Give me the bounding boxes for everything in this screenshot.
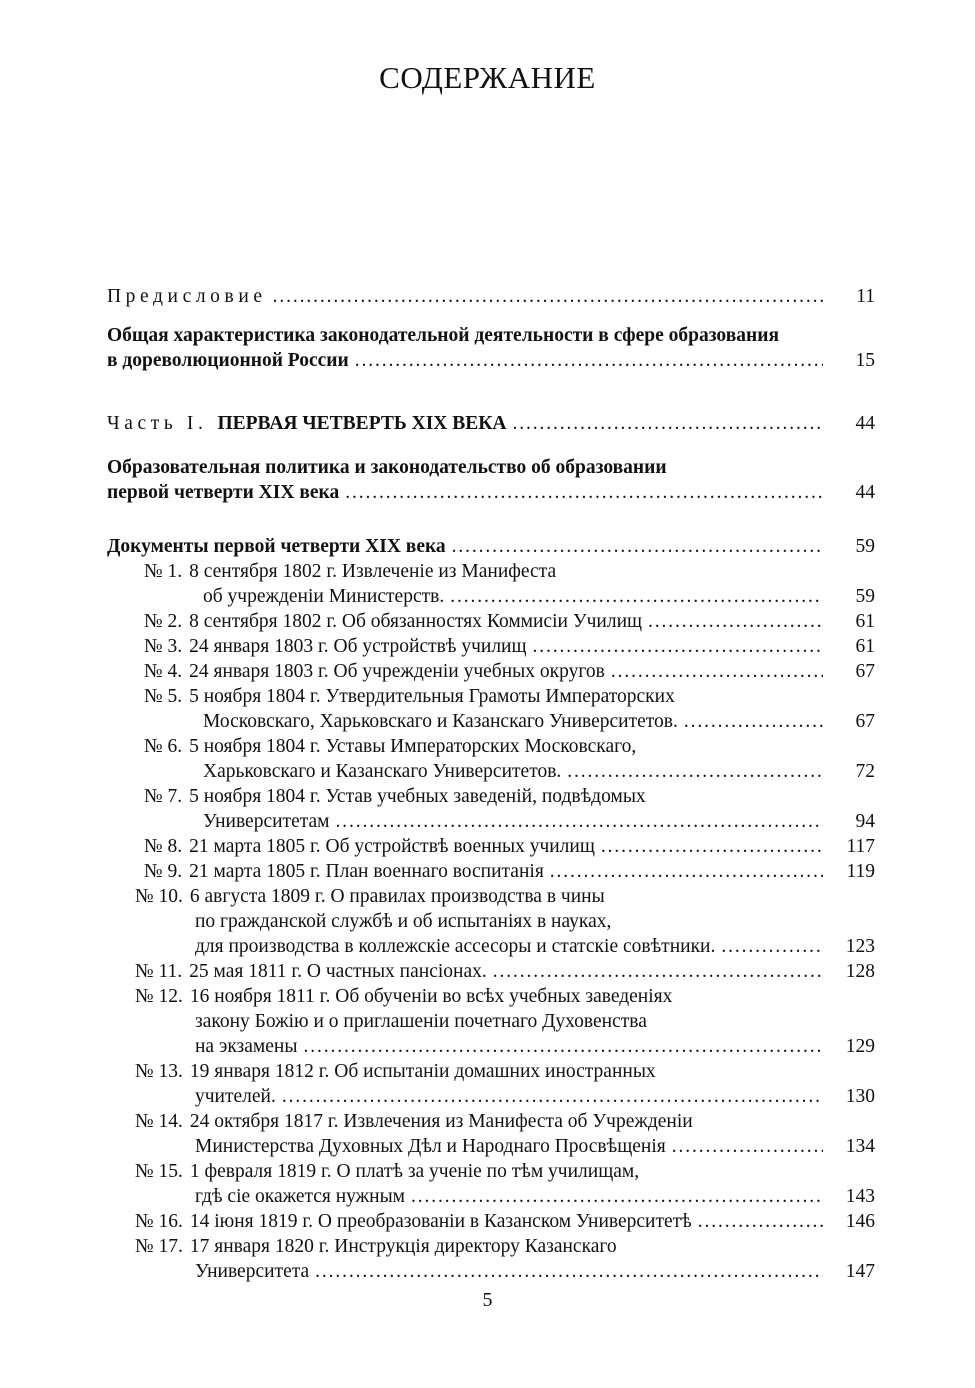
- page-ref: 15: [855, 350, 875, 371]
- document-title-line: 8 сентября 1802 г. Об обязанностях Коммисіи Училищ: [189, 611, 643, 632]
- dot-leader: [355, 348, 823, 373]
- toc-entry-preface[interactable]: [107, 284, 875, 309]
- document-list: [107, 559, 875, 1284]
- toc-document-entry[interactable]: [107, 1059, 875, 1109]
- dot-leader: [512, 411, 823, 436]
- page-ref: 130: [845, 1086, 875, 1107]
- document-number: № 13.: [135, 1061, 183, 1082]
- dot-leader: [282, 1084, 823, 1109]
- document-title-line: 5 ноября 1804 г. Устав учебных заведеній, подвѣдомых: [189, 786, 646, 807]
- toc-document-entry[interactable]: [107, 834, 875, 859]
- document-number: № 14.: [135, 1111, 183, 1132]
- document-number: № 4.: [144, 661, 183, 682]
- dot-leader: [493, 959, 823, 984]
- toc-entry-part1[interactable]: [107, 411, 875, 436]
- document-number: № 16.: [135, 1211, 183, 1232]
- document-number: № 11.: [135, 961, 183, 982]
- document-number: № 6.: [144, 736, 183, 757]
- document-title-line: 6 августа 1809 г. О правилах производства в чины: [189, 886, 605, 907]
- dot-leader: [721, 934, 823, 959]
- dot-leader: [303, 1034, 823, 1059]
- entry-label: Общая характеристика законодательной деятельности в сфере образования: [107, 325, 779, 346]
- document-title-line: Министерства Духовных Дѣл и Народнаго Просвѣщенія: [195, 1136, 666, 1157]
- document-title-line: 21 марта 1805 г. Об устройствѣ военных училищ: [189, 836, 595, 857]
- document-title-line: 24 октября 1817 г. Извлечения из Манифеста об Учрежденіи: [189, 1111, 693, 1132]
- dot-leader: [684, 709, 823, 734]
- toc-document-entry[interactable]: [107, 1109, 875, 1159]
- page-ref: 67: [855, 661, 875, 682]
- document-title-line: Университета: [195, 1261, 310, 1282]
- toc-document-entry[interactable]: [107, 734, 875, 784]
- page-ref: 44: [855, 413, 875, 434]
- page-ref: 117: [846, 836, 875, 857]
- document-title-line: 19 января 1812 г. Об испытаніи домашних иностранных: [189, 1061, 656, 1082]
- toc-document-entry[interactable]: [107, 1159, 875, 1209]
- document-title-line: 1 февраля 1819 г. О платѣ за ученіе по тѣм училищам,: [189, 1161, 640, 1182]
- document-title-line: 24 января 1803 г. Об учрежденіи учебных округов: [189, 661, 605, 682]
- toc-document-entry[interactable]: [107, 559, 875, 609]
- document-number: № 7.: [144, 786, 183, 807]
- page-ref: 72: [855, 761, 875, 782]
- page-ref: 129: [845, 1036, 875, 1057]
- dot-leader: [550, 859, 823, 884]
- page-ref: 147: [845, 1261, 875, 1282]
- document-number: № 5.: [144, 686, 183, 707]
- document-title-line: закону Божію и о приглашеніи почетнаго Духовенства: [195, 1011, 647, 1032]
- toc-document-entry[interactable]: [107, 1209, 875, 1234]
- page-title: СОДЕРЖАНИЕ: [379, 60, 596, 95]
- document-number: № 10.: [135, 886, 183, 907]
- document-title-line: об учрежденіи Министерств.: [203, 586, 445, 607]
- dot-leader: [335, 809, 823, 834]
- dot-leader: [450, 584, 823, 609]
- dot-leader: [315, 1259, 823, 1284]
- dot-leader: [611, 659, 823, 684]
- page-number: 5: [482, 1289, 493, 1311]
- dot-leader: [533, 634, 823, 659]
- dot-leader: [411, 1184, 823, 1209]
- toc-document-entry[interactable]: [107, 659, 875, 684]
- dot-leader: [345, 480, 823, 505]
- document-title-line: Московскаго, Харьковскаго и Казанскаго Университетов.: [203, 711, 678, 732]
- page-ref: 61: [855, 611, 875, 632]
- entry-label: Образовательная политика и законодательство об образовании: [107, 457, 667, 478]
- document-title-line: учителей.: [195, 1086, 276, 1107]
- page-ref: 11: [856, 286, 875, 307]
- toc-document-entry[interactable]: [107, 984, 875, 1059]
- document-title-line: 17 января 1820 г. Инструкція директору Казанскаго: [189, 1236, 617, 1257]
- toc-document-entry[interactable]: [107, 884, 875, 959]
- toc-document-entry[interactable]: [107, 784, 875, 834]
- toc-document-entry[interactable]: [107, 859, 875, 884]
- toc-document-entry[interactable]: [107, 1234, 875, 1284]
- document-title-line: 5 ноября 1804 г. Утвердительныя Грамоты Императорских: [189, 686, 675, 707]
- dot-leader: [648, 609, 823, 634]
- dot-leader: [452, 534, 823, 559]
- dot-leader: [698, 1209, 823, 1234]
- document-title-line: 24 января 1803 г. Об устройствѣ училищ: [189, 636, 527, 657]
- dot-leader: [567, 759, 823, 784]
- entry-label: Предисловие: [107, 286, 267, 307]
- entry-label: Документы первой четверти XIX века: [107, 536, 446, 557]
- document-title-line: Университетам: [203, 811, 330, 832]
- page-ref: 123: [845, 936, 875, 957]
- toc-document-entry[interactable]: [107, 634, 875, 659]
- toc-document-entry[interactable]: [107, 684, 875, 734]
- page-ref: 44: [855, 482, 875, 503]
- page-ref: 119: [846, 861, 875, 882]
- document-title-line: Харьковскаго и Казанскаго Университетов.: [203, 761, 562, 782]
- document-number: № 12.: [135, 986, 183, 1007]
- document-number: № 15.: [135, 1161, 183, 1182]
- page-ref: 61: [855, 636, 875, 657]
- document-title-line: на экзамены: [195, 1036, 298, 1057]
- table-of-contents: [107, 284, 875, 1284]
- document-title-line: для производства в коллежскіе ассесоры и статскіе совѣтники.: [195, 936, 716, 957]
- document-title-line: 5 ноября 1804 г. Уставы Императорских Московскаго,: [189, 736, 637, 757]
- document-number: № 1.: [144, 561, 183, 582]
- page-ref: 146: [845, 1211, 875, 1232]
- dot-leader: [273, 284, 823, 309]
- page-ref: 143: [845, 1186, 875, 1207]
- document-title-line: 14 іюня 1819 г. О преобразованіи в Казанском Университетѣ: [189, 1211, 692, 1232]
- document-title-line: 21 марта 1805 г. План военнаго воспитанія: [189, 861, 544, 882]
- dot-leader: [601, 834, 823, 859]
- entry-label-cont: в дореволюционной России: [107, 350, 349, 371]
- document-title-line: по гражданской службѣ и об испытаніях в науках,: [195, 911, 612, 932]
- document-number: № 8.: [144, 836, 183, 857]
- toc-document-entry[interactable]: [107, 609, 875, 634]
- page-ref: 67: [855, 711, 875, 732]
- document-number: № 2.: [144, 611, 183, 632]
- document-number: № 9.: [144, 861, 183, 882]
- part-prefix: Часть I.: [107, 413, 208, 434]
- toc-entry-policy[interactable]: [107, 455, 875, 505]
- document-title-line: гдѣ сіе окажется нужным: [195, 1186, 406, 1207]
- document-title-line: 16 ноября 1811 г. Об обученіи во всѣх учебных заведеніях: [189, 986, 673, 1007]
- page-ref: 134: [845, 1136, 875, 1157]
- document-number: № 17.: [135, 1236, 183, 1257]
- page-ref: 128: [845, 961, 875, 982]
- document-title-line: 25 мая 1811 г. О частных пансіонах.: [189, 961, 487, 982]
- toc-entry-documents[interactable]: [107, 534, 875, 559]
- page-ref: 94: [855, 811, 875, 832]
- toc-document-entry[interactable]: [107, 959, 875, 984]
- dot-leader: [672, 1134, 823, 1159]
- page-ref: 59: [855, 586, 875, 607]
- toc-entry-overview[interactable]: [107, 323, 875, 373]
- part-title: ПЕРВАЯ ЧЕТВЕРТЬ XIX ВЕКА: [217, 413, 507, 434]
- document-title-line: 8 сентября 1802 г. Извлеченіе из Манифеста: [189, 561, 557, 582]
- page-ref: 59: [855, 536, 875, 557]
- entry-label-cont: первой четверти XIX века: [107, 482, 340, 503]
- document-number: № 3.: [144, 636, 183, 657]
